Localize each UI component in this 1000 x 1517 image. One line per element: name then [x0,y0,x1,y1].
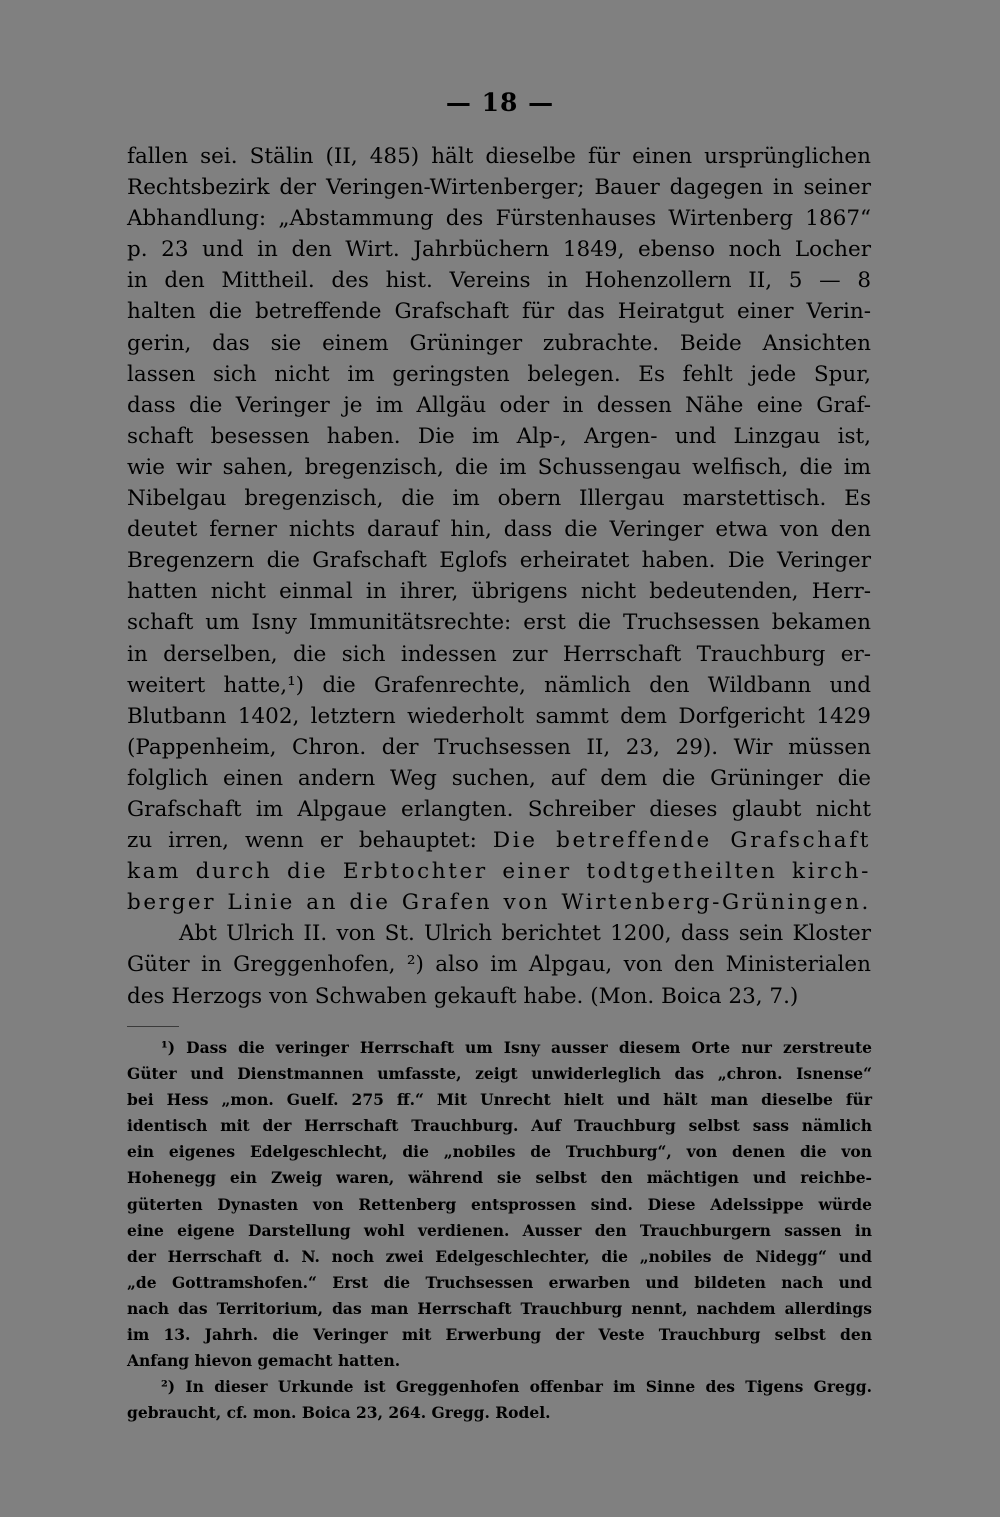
text-line-start: zu irren, wenn er behauptet: [127,828,477,854]
footnotes [127,1035,872,1426]
text-line: fallen sei. Stälin (II, 485) hält dieselbe für einen ursprünglichen [127,144,871,169]
footnote-1-line: ein eigenes Edelgeschlecht, die „nobiles de Truchburg“, von denen die von [127,1142,872,1162]
footnote-1-line: identisch mit der Herrschaft Trauchburg. Auf Trauchburg selbst sass nämlich [127,1116,872,1136]
footnote-1-line: eine eigene Darstellung wohl verdienen. Ausser den Trauchburgern sassen in [127,1220,872,1240]
text-line: Grafschaft im Alpgaue erlangten. Schreiber dieses glaubt nicht [127,796,871,822]
footnote-1-line: güterten Dynasten von Rettenberg entsprossen sind. Diese Adelssippe würde [127,1194,872,1214]
footnote-1-line: „de Gottramshofen.“ Erst die Truchsessen erwarben und bildeten nach und [127,1272,872,1292]
spaced-emphasis-line: kam durch die Erbtochter einer todtgetheilten kirch- [127,859,871,885]
paragraph-start-line: Abt Ulrich II. von St. Ulrich berichtet 1200, dass sein Kloster [179,921,871,947]
text-line: des Herzogs von Schwaben gekauft habe. (Mon. Boica 23, 7.) [127,983,799,1009]
text-line: schaft um Isny Immunitätsrechte: erst die Truchsessen bekamen [127,610,871,636]
text-line: Bregenzern die Grafschaft Eglofs erheiratet haben. Die Veringer [127,548,871,574]
text-line: Nibelgau bregenzisch, die im obern Illergau marstettisch. Es [127,486,871,512]
text-line: hatten nicht einmal in ihrer, übrigens nicht bedeutenden, Herr- [127,579,871,605]
page-number: — 18 — [445,88,555,117]
text-line: p. 23 und in den Wirt. Jahrbüchern 1849, ebenso noch Locher [127,237,871,263]
spaced-emphasis: Die betreffende Grafschaft [492,828,871,854]
text-line: weitert hatte,¹) die Grafenrechte, nämlich den Wildbann und [127,672,871,698]
footnote-1-line: ¹) Dass die veringer Herrschaft um Isny ausser diesem Orte nur zerstreute [161,1038,872,1057]
text-line: folglich einen andern Weg suchen, auf dem die Grüninger die [127,765,871,791]
text-line: deutet ferner nichts darauf hin, dass die Veringer etwa von den [127,517,871,543]
text-line: gerin, das sie einem Grüninger zubrachte. Beide Ansichten [127,330,871,356]
text-line: wie wir sahen, bregenzisch, die im Schussengau welfisch, die im [127,454,871,480]
text-line: (Pappenheim, Chron. der Truchsessen II, 23, 29). Wir müssen [127,734,871,760]
text-line: dass die Veringer je im Allgäu oder in dessen Nähe eine Graf- [127,392,871,418]
text-line: Blutbann 1402, letztern wiederholt sammt dem Dorfgericht 1429 [127,703,871,729]
text-line: halten die betreffende Grafschaft für das Heiratgut einer Verin- [127,299,871,325]
footnote-1-line: Hohenegg ein Zweig waren, während sie selbst den mächtigen und reichbe- [127,1168,872,1188]
text-line: in derselben, die sich indessen zur Herrschaft Trauchburg er- [127,641,871,667]
text-line: Güter in Greggenhofen, ²) also im Alpgau, von den Ministerialen [127,952,871,978]
main-text [127,141,871,1012]
text-line: schaft besessen haben. Die im Alp-, Argen- und Linzgau ist, [127,423,871,449]
text-line: in den Mittheil. des hist. Vereins in Hohenzollern II, 5 — 8 [127,268,871,294]
text-line: Rechtsbezirk der Veringen-Wirtenberger; Bauer dagegen in seiner [127,175,871,201]
footnote-2-line: gebraucht, cf. mon. Boica 23, 264. Gregg. Rodel. [127,1403,551,1423]
spaced-emphasis-line: berger Linie an die Grafen von Wirtenberg-Grüningen. [127,890,871,916]
text-line: Abhandlung: „Abstammung des Fürstenhauses Wirtenberg 1867“ [127,206,871,232]
footnote-1-line: der Herrschaft d. N. noch zwei Edelgeschlechter, die „nobiles de Nidegg“ und [127,1246,872,1266]
text-line-with-emphasis [127,825,871,856]
footnote-1-line: Güter und Dienstmannen umfasste, zeigt unwiderleglich das „chron. Isnense“ [127,1064,872,1084]
footnote-1-line: bei Hess „mon. Guelf. 275 ff.“ Mit Unrecht hielt und hält man dieselbe für [127,1090,872,1110]
footnote-1-line: im 13. Jahrh. die Veringer mit Erwerbung der Veste Trauchburg selbst den [127,1325,872,1345]
text-line: lassen sich nicht im geringsten belegen. Es fehlt jede Spur, [127,361,871,387]
footnote-separator [127,1026,179,1027]
footnote-1-line: Anfang hievon gemacht hatten. [127,1351,401,1371]
footnote-2-line: ²) In dieser Urkunde ist Greggenhofen offenbar im Sinne des Tigens Gregg. [161,1377,872,1397]
footnote-1-line: nach das Territorium, das man Herrschaft Trauchburg nennt, nachdem allerdings [127,1298,872,1318]
